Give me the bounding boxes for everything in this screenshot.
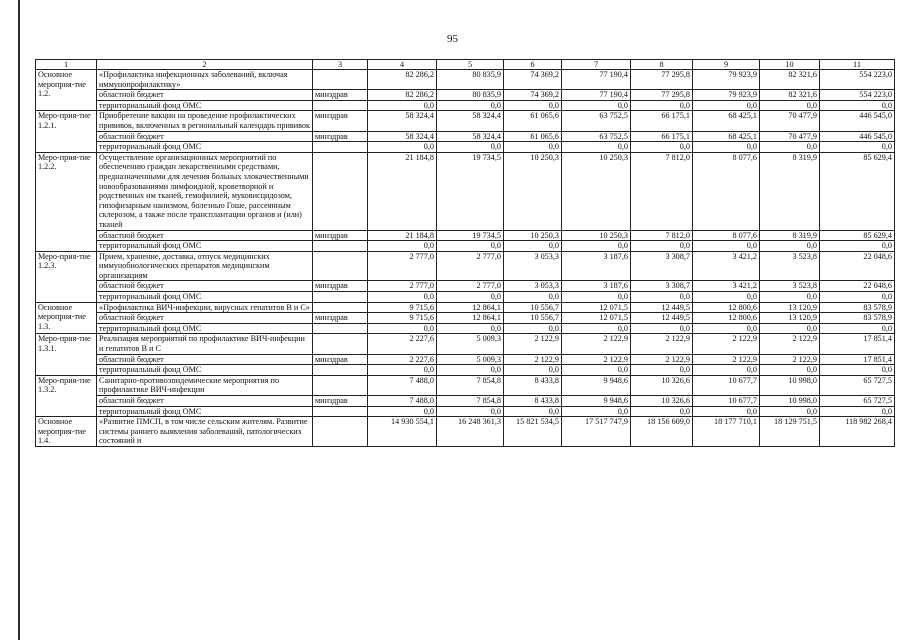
value-cell: 63 752,5 [562,131,631,142]
value-cell: 19 734,5 [437,230,504,241]
value-cell: 22 048,6 [820,251,895,281]
value-cell: 7 854,8 [437,396,504,407]
funding-source-row [36,292,895,303]
value-cell: 2 122,9 [504,334,562,354]
executor-cell [313,406,368,417]
value-cell: 82 286,2 [368,90,437,101]
executor-cell [313,417,368,447]
column-number-4: 4 [368,60,437,70]
value-cell: 10 250,3 [504,152,562,230]
value-cell: 12 449,5 [631,302,693,313]
value-cell: 2 227,6 [368,334,437,354]
value-cell: 0,0 [562,142,631,153]
funding-source-row [36,313,895,324]
binding-edge-line [18,0,20,640]
value-cell: 13 120,9 [760,313,820,324]
activity-code: Меро-прия-тие 1.3.1. [36,334,97,375]
value-cell: 80 835,9 [437,90,504,101]
value-cell: 3 523,8 [760,281,820,292]
executor-cell: минздрав [313,90,368,101]
value-cell: 77 295,8 [631,90,693,101]
value-cell: 8 319,9 [760,230,820,241]
value-cell: 10 556,7 [504,302,562,313]
value-cell: 2 777,0 [437,281,504,292]
value-cell: 0,0 [504,323,562,334]
value-cell: 3 421,2 [693,251,760,281]
value-cell: 68 425,1 [693,111,760,131]
value-cell: 0,0 [368,406,437,417]
executor-cell: минздрав [313,396,368,407]
value-cell: 21 184,8 [368,152,437,230]
value-cell: 0,0 [437,142,504,153]
value-cell: 8 319,9 [760,152,820,230]
value-cell: 0,0 [820,241,895,252]
executor-cell [313,365,368,376]
value-cell: 0,0 [631,100,693,111]
executor-cell [313,302,368,313]
activity-code: Основное мероприя-тие 1.4. [36,417,97,447]
value-cell: 83 578,9 [820,302,895,313]
value-cell: 2 227,6 [368,354,437,365]
activity-name: «Профилактика инфекционных заболеваний, включая иммунопрофилактику» [97,70,313,90]
value-cell: 0,0 [562,241,631,252]
value-cell: 82 321,6 [760,90,820,101]
value-cell: 58 324,4 [368,111,437,131]
value-cell: 0,0 [504,292,562,303]
value-cell: 9 715,6 [368,313,437,324]
executor-cell [313,375,368,395]
executor-cell [313,251,368,281]
executor-cell: минздрав [313,111,368,131]
value-cell: 17 517 747,9 [562,417,631,447]
executor-cell [313,152,368,230]
value-cell: 70 477,9 [760,111,820,131]
value-cell: 0,0 [760,100,820,111]
executor-cell [313,334,368,354]
value-cell: 10 326,6 [631,396,693,407]
value-cell: 82 321,6 [760,70,820,90]
value-cell: 0,0 [562,406,631,417]
value-cell: 79 923,9 [693,70,760,90]
value-cell: 7 812,0 [631,230,693,241]
value-cell: 0,0 [693,100,760,111]
value-cell: 0,0 [760,365,820,376]
value-cell: 0,0 [562,292,631,303]
activity-row [36,152,895,230]
value-cell: 0,0 [820,365,895,376]
value-cell: 0,0 [504,100,562,111]
activity-row [36,417,895,447]
funding-source-name: областной бюджет [97,230,313,241]
funding-source-row [36,241,895,252]
activity-row [36,111,895,131]
column-number-5: 5 [437,60,504,70]
executor-cell: минздрав [313,313,368,324]
value-cell: 0,0 [693,292,760,303]
column-number-3: 3 [313,60,368,70]
value-cell: 9 715,6 [368,302,437,313]
value-cell: 68 425,1 [693,131,760,142]
value-cell: 61 065,6 [504,131,562,142]
value-cell: 3 421,2 [693,281,760,292]
value-cell: 8 077,6 [693,152,760,230]
budget-table [35,59,895,447]
value-cell: 65 727,5 [820,396,895,407]
value-cell: 0,0 [820,323,895,334]
column-number-row [36,60,895,70]
funding-source-name: территориальный фонд ОМС [97,100,313,111]
value-cell: 554 223,0 [820,70,895,90]
value-cell: 0,0 [631,323,693,334]
value-cell: 0,0 [760,292,820,303]
column-number-9: 9 [693,60,760,70]
funding-source-name: областной бюджет [97,396,313,407]
column-number-6: 6 [504,60,562,70]
activity-code: Основное мероприя-тие 1.3. [36,302,97,334]
value-cell: 8 433,8 [504,396,562,407]
column-number-8: 8 [631,60,693,70]
value-cell: 3 053,3 [504,281,562,292]
activity-row [36,375,895,395]
value-cell: 0,0 [693,241,760,252]
value-cell: 0,0 [504,241,562,252]
value-cell: 0,0 [368,241,437,252]
executor-cell [313,323,368,334]
value-cell: 0,0 [631,365,693,376]
value-cell: 5 009,3 [437,354,504,365]
value-cell: 7 488,0 [368,375,437,395]
column-number-11: 11 [820,60,895,70]
funding-source-row [36,323,895,334]
value-cell: 0,0 [693,142,760,153]
value-cell: 18 129 751,5 [760,417,820,447]
activity-name: «Развитие ПМСП, в том числе сельским жителям. Развитие системы раннего выявления заболеваний, патологических состояний и [97,417,313,447]
value-cell: 0,0 [562,100,631,111]
value-cell: 2 122,9 [760,334,820,354]
value-cell: 12 071,5 [562,302,631,313]
value-cell: 0,0 [760,406,820,417]
value-cell: 0,0 [760,323,820,334]
value-cell: 74 369,2 [504,90,562,101]
value-cell: 5 009,3 [437,334,504,354]
value-cell: 0,0 [437,406,504,417]
value-cell: 8 433,8 [504,375,562,395]
activity-name: Осуществление организационных мероприятий по обеспечению граждан лекарственными средствами, предназначенными для лечения больных злокачественными новообразованиями лимфоидной, кроветворной и родственных им тканей, гемофилией, муковисцидозом, гипофизарным нанизмом, болезнью Гоше, рассеянным склерозом, а также после трансплантации органов и (или) тканей [97,152,313,230]
activity-name: Санитарно-противоэпидемические мероприятия по профилактике ВИЧ-инфекции [97,375,313,395]
activity-code: Меро-прия-тие 1.2.2. [36,152,97,251]
value-cell: 18 177 710,1 [693,417,760,447]
activity-code: Основное мероприя-тие 1.2. [36,70,97,111]
value-cell: 58 324,4 [437,111,504,131]
funding-source-row [36,90,895,101]
column-number-2: 2 [97,60,313,70]
value-cell: 85 629,4 [820,230,895,241]
value-cell: 9 948,6 [562,396,631,407]
value-cell: 22 048,6 [820,281,895,292]
value-cell: 17 851,4 [820,334,895,354]
value-cell: 0,0 [504,142,562,153]
value-cell: 12 864,1 [437,313,504,324]
executor-cell: минздрав [313,354,368,365]
executor-cell [313,241,368,252]
value-cell: 0,0 [368,142,437,153]
value-cell: 446 545,0 [820,111,895,131]
value-cell: 0,0 [820,406,895,417]
value-cell: 2 777,0 [437,251,504,281]
value-cell: 12 071,5 [562,313,631,324]
funding-source-row [36,131,895,142]
value-cell: 0,0 [504,365,562,376]
funding-source-name: областной бюджет [97,131,313,142]
value-cell: 15 821 534,5 [504,417,562,447]
value-cell: 0,0 [760,142,820,153]
value-cell: 0,0 [693,323,760,334]
activity-code: Меро-прия-тие 1.2.1. [36,111,97,152]
funding-source-row [36,406,895,417]
value-cell: 554 223,0 [820,90,895,101]
value-cell: 82 286,2 [368,70,437,90]
funding-source-row [36,100,895,111]
value-cell: 0,0 [368,365,437,376]
activity-name: Приобретение вакцин на проведение профилактических прививок, включенных в региональный календарь прививок [97,111,313,131]
value-cell: 3 308,7 [631,281,693,292]
funding-source-name: территориальный фонд ОМС [97,323,313,334]
value-cell: 10 250,3 [562,230,631,241]
value-cell: 0,0 [437,365,504,376]
executor-cell [313,100,368,111]
value-cell: 77 190,4 [562,70,631,90]
activity-row [36,302,895,313]
funding-source-name: областной бюджет [97,313,313,324]
activity-name: Прием, хранение, доставка, отпуск медицинских иммунобиологических препаратов медицинским организациям [97,251,313,281]
value-cell: 14 930 554,1 [368,417,437,447]
value-cell: 16 248 361,3 [437,417,504,447]
funding-source-row [36,396,895,407]
value-cell: 2 122,9 [562,334,631,354]
activity-code: Меро-прия-тие 1.2.3. [36,251,97,302]
value-cell: 7 812,0 [631,152,693,230]
value-cell: 0,0 [504,406,562,417]
value-cell: 85 629,4 [820,152,895,230]
value-cell: 0,0 [368,292,437,303]
value-cell: 0,0 [437,292,504,303]
value-cell: 7 488,0 [368,396,437,407]
value-cell: 3 308,7 [631,251,693,281]
value-cell: 0,0 [631,142,693,153]
value-cell: 0,0 [820,142,895,153]
value-cell: 446 545,0 [820,131,895,142]
value-cell: 2 777,0 [368,281,437,292]
column-number-1: 1 [36,60,97,70]
value-cell: 2 122,9 [693,334,760,354]
value-cell: 118 982 268,4 [820,417,895,447]
value-cell: 0,0 [820,292,895,303]
value-cell: 10 250,3 [562,152,631,230]
value-cell: 0,0 [437,323,504,334]
executor-cell: минздрав [313,131,368,142]
funding-source-name: областной бюджет [97,354,313,365]
value-cell: 7 854,8 [437,375,504,395]
value-cell: 10 998,0 [760,396,820,407]
value-cell: 10 556,7 [504,313,562,324]
value-cell: 19 734,5 [437,152,504,230]
funding-source-name: территориальный фонд ОМС [97,142,313,153]
value-cell: 18 156 609,0 [631,417,693,447]
value-cell: 12 449,5 [631,313,693,324]
value-cell: 12 800,6 [693,302,760,313]
value-cell: 2 122,9 [760,354,820,365]
value-cell: 61 065,6 [504,111,562,131]
value-cell: 79 923,9 [693,90,760,101]
funding-source-name: территориальный фонд ОМС [97,406,313,417]
value-cell: 63 752,5 [562,111,631,131]
activity-name: «Профилактика ВИЧ-инфекции, вирусных гепатитов В и С» [97,302,313,313]
executor-cell: минздрав [313,230,368,241]
funding-source-name: территориальный фонд ОМС [97,292,313,303]
value-cell: 0,0 [693,406,760,417]
value-cell: 0,0 [631,241,693,252]
value-cell: 0,0 [631,406,693,417]
executor-cell [313,70,368,90]
value-cell: 10 250,3 [504,230,562,241]
funding-source-name: территориальный фонд ОМС [97,365,313,376]
value-cell: 0,0 [760,241,820,252]
value-cell: 2 122,9 [562,354,631,365]
value-cell: 80 835,9 [437,70,504,90]
value-cell: 10 677,7 [693,375,760,395]
executor-cell [313,142,368,153]
value-cell: 12 800,6 [693,313,760,324]
value-cell: 0,0 [562,365,631,376]
value-cell: 8 077,6 [693,230,760,241]
value-cell: 0,0 [368,100,437,111]
activity-row [36,334,895,354]
value-cell: 13 120,9 [760,302,820,313]
value-cell: 74 369,2 [504,70,562,90]
value-cell: 3 187,6 [562,251,631,281]
value-cell: 0,0 [820,100,895,111]
value-cell: 3 523,8 [760,251,820,281]
value-cell: 2 777,0 [368,251,437,281]
value-cell: 58 324,4 [368,131,437,142]
value-cell: 0,0 [631,292,693,303]
column-number-10: 10 [760,60,820,70]
value-cell: 2 122,9 [631,354,693,365]
funding-source-name: областной бюджет [97,90,313,101]
funding-source-name: территориальный фонд ОМС [97,241,313,252]
value-cell: 0,0 [437,241,504,252]
activity-row [36,70,895,90]
value-cell: 21 184,8 [368,230,437,241]
value-cell: 12 864,1 [437,302,504,313]
value-cell: 3 187,6 [562,281,631,292]
funding-source-row [36,354,895,365]
value-cell: 17 851,4 [820,354,895,365]
value-cell: 0,0 [437,100,504,111]
value-cell: 10 677,7 [693,396,760,407]
activity-row [36,251,895,281]
value-cell: 3 053,3 [504,251,562,281]
value-cell: 66 175,1 [631,131,693,142]
value-cell: 77 295,8 [631,70,693,90]
column-number-7: 7 [562,60,631,70]
value-cell: 83 578,9 [820,313,895,324]
value-cell: 10 998,0 [760,375,820,395]
executor-cell [313,292,368,303]
value-cell: 2 122,9 [504,354,562,365]
executor-cell: минздрав [313,281,368,292]
activity-code: Меро-прия-тие 1.3.2. [36,375,97,416]
activity-name: Реализация мероприятий по профилактике ВИЧ-инфекции и гепатитов В и С [97,334,313,354]
value-cell: 77 190,4 [562,90,631,101]
value-cell: 2 122,9 [693,354,760,365]
value-cell: 10 326,6 [631,375,693,395]
funding-source-row [36,281,895,292]
value-cell: 70 477,9 [760,131,820,142]
value-cell: 2 122,9 [631,334,693,354]
funding-source-name: областной бюджет [97,281,313,292]
page-number: 95 [447,33,458,45]
funding-source-row [36,142,895,153]
value-cell: 0,0 [562,323,631,334]
value-cell: 58 324,4 [437,131,504,142]
value-cell: 0,0 [693,365,760,376]
funding-source-row [36,365,895,376]
value-cell: 65 727,5 [820,375,895,395]
value-cell: 0,0 [368,323,437,334]
funding-source-row [36,230,895,241]
value-cell: 66 175,1 [631,111,693,131]
value-cell: 9 948,6 [562,375,631,395]
